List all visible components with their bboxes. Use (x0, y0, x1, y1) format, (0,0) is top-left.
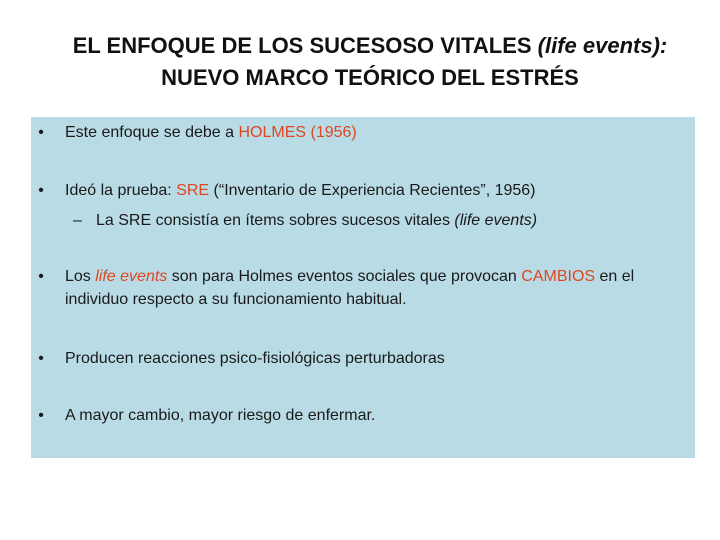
title-italic-text: (life events): (537, 33, 668, 58)
title-text: EL ENFOQUE DE LOS SUCESOSO VITALES (72, 33, 538, 58)
sub-bullet-marker: – (73, 212, 82, 229)
bullet-marker: • (38, 268, 44, 285)
title-line-1 (40, 30, 700, 62)
text-run: (“Inventario de Experiencia Recientes”, 1956) (209, 182, 536, 199)
bullet-marker: • (38, 407, 44, 424)
text-run: Ideó la prueba: (65, 182, 177, 199)
text-run: en el individuo respecto a su funcionamiento habitual. (65, 268, 635, 308)
bullet-text: Producen reacciones psico-fisiológicas perturbadoras (65, 350, 445, 367)
text-run: Este enfoque se debe a (65, 124, 239, 141)
bullet-text: A mayor cambio, mayor riesgo de enfermar. (65, 407, 376, 424)
bullet-marker: • (38, 350, 44, 367)
text-run: La SRE consistía en ítems sobres sucesos vitales (96, 212, 455, 229)
text-run: Los (65, 268, 96, 285)
text-run: son para Holmes eventos sociales que provocan (167, 268, 522, 285)
italic-text: (life events) (454, 212, 538, 229)
slide-title (40, 30, 700, 94)
bullet-text (65, 179, 687, 202)
bullet-marker: • (38, 124, 44, 141)
highlight-text: CAMBIOS (521, 268, 596, 285)
highlight-italic-text: life events (95, 268, 168, 285)
bullet-text (65, 121, 687, 144)
content-panel (31, 117, 695, 458)
highlight-text: HOLMES (1956) (238, 124, 357, 141)
sub-bullet-text (96, 209, 676, 232)
highlight-text: SRE (176, 182, 210, 199)
bullet-marker: • (38, 182, 44, 199)
title-line-2: NUEVO MARCO TEÓRICO DEL ESTRÉS (161, 65, 579, 90)
bullet-text (65, 265, 687, 311)
